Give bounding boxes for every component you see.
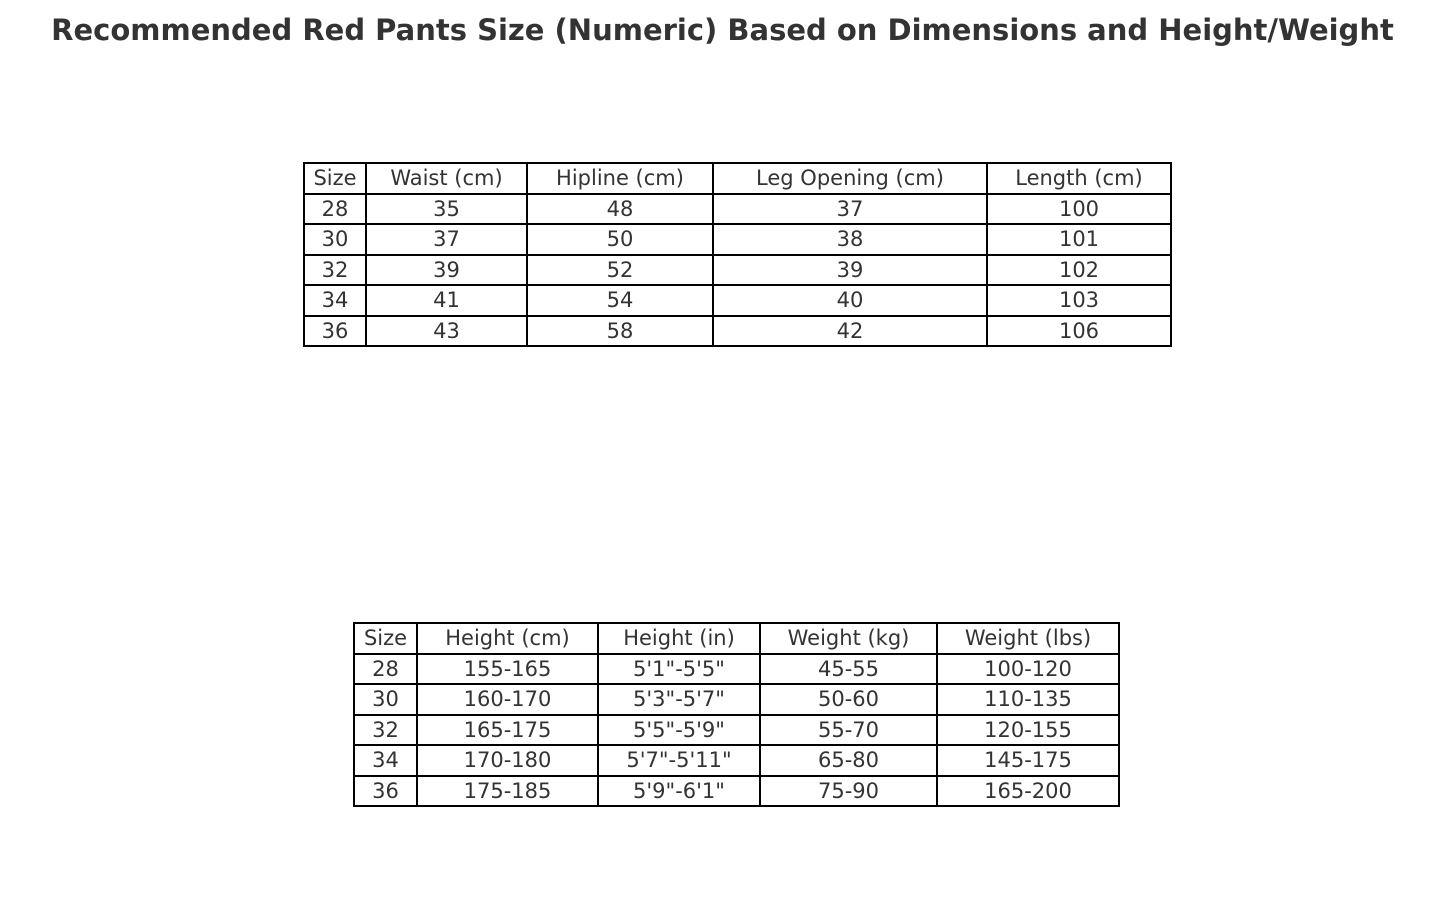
table-cell: 48: [527, 194, 713, 225]
table-cell: 34: [354, 745, 417, 776]
table-cell: 170-180: [417, 745, 598, 776]
table-cell: 43: [366, 316, 527, 347]
table-cell: 32: [354, 715, 417, 746]
table-cell: 155-165: [417, 654, 598, 685]
table-row: [354, 776, 1119, 807]
table-cell: 50: [527, 224, 713, 255]
table-cell: 160-170: [417, 684, 598, 715]
table-row: [354, 715, 1119, 746]
table-header-cell: Length (cm): [987, 163, 1171, 194]
table-cell: 55-70: [760, 715, 937, 746]
table-cell: 100-120: [937, 654, 1119, 685]
table-cell: 34: [304, 285, 366, 316]
table-cell: 102: [987, 255, 1171, 286]
table-cell: 175-185: [417, 776, 598, 807]
table-cell: 101: [987, 224, 1171, 255]
height-weight-table: [353, 622, 1120, 807]
table-cell: 36: [354, 776, 417, 807]
table-row: [354, 654, 1119, 685]
table-header-cell: Leg Opening (cm): [713, 163, 987, 194]
table-row: [304, 285, 1171, 316]
table-row: [304, 255, 1171, 286]
table-cell: 5'1"-5'5": [598, 654, 760, 685]
table-header-cell: Waist (cm): [366, 163, 527, 194]
table-cell: 106: [987, 316, 1171, 347]
table-cell: 120-155: [937, 715, 1119, 746]
table-cell: 145-175: [937, 745, 1119, 776]
table-cell: 52: [527, 255, 713, 286]
table-cell: 5'7"-5'11": [598, 745, 760, 776]
table-header-cell: Size: [304, 163, 366, 194]
table-row: [354, 745, 1119, 776]
table-cell: 75-90: [760, 776, 937, 807]
table-cell: 165-175: [417, 715, 598, 746]
table-header-row: [304, 163, 1171, 194]
table-header-cell: Height (cm): [417, 623, 598, 654]
table-cell: 36: [304, 316, 366, 347]
table-cell: 41: [366, 285, 527, 316]
table-cell: 37: [713, 194, 987, 225]
table-cell: 5'3"-5'7": [598, 684, 760, 715]
table-cell: 65-80: [760, 745, 937, 776]
table-cell: 32: [304, 255, 366, 286]
table-cell: 37: [366, 224, 527, 255]
table-header-cell: Weight (lbs): [937, 623, 1119, 654]
table-cell: 40: [713, 285, 987, 316]
table-header-cell: Size: [354, 623, 417, 654]
table-cell: 28: [354, 654, 417, 685]
table-cell: 5'9"-6'1": [598, 776, 760, 807]
table-cell: 35: [366, 194, 527, 225]
table-cell: 28: [304, 194, 366, 225]
table-header-cell: Hipline (cm): [527, 163, 713, 194]
table-row: [304, 224, 1171, 255]
table-row: [354, 684, 1119, 715]
table-row: [304, 316, 1171, 347]
table-row: [304, 194, 1171, 225]
table-cell: 50-60: [760, 684, 937, 715]
dimensions-table: [303, 162, 1172, 347]
table-header-row: [354, 623, 1119, 654]
table-cell: 39: [713, 255, 987, 286]
figure-title: Recommended Red Pants Size (Numeric) Based on Dimensions and Height/Weight: [51, 13, 1394, 47]
table-cell: 30: [304, 224, 366, 255]
table-cell: 5'5"-5'9": [598, 715, 760, 746]
table-cell: 54: [527, 285, 713, 316]
table-header-cell: Height (in): [598, 623, 760, 654]
table-cell: 42: [713, 316, 987, 347]
table-cell: 100: [987, 194, 1171, 225]
table-header-cell: Weight (kg): [760, 623, 937, 654]
table-cell: 39: [366, 255, 527, 286]
table-cell: 58: [527, 316, 713, 347]
table-cell: 110-135: [937, 684, 1119, 715]
table-cell: 103: [987, 285, 1171, 316]
table-cell: 38: [713, 224, 987, 255]
table-cell: 30: [354, 684, 417, 715]
table-cell: 165-200: [937, 776, 1119, 807]
table-cell: 45-55: [760, 654, 937, 685]
